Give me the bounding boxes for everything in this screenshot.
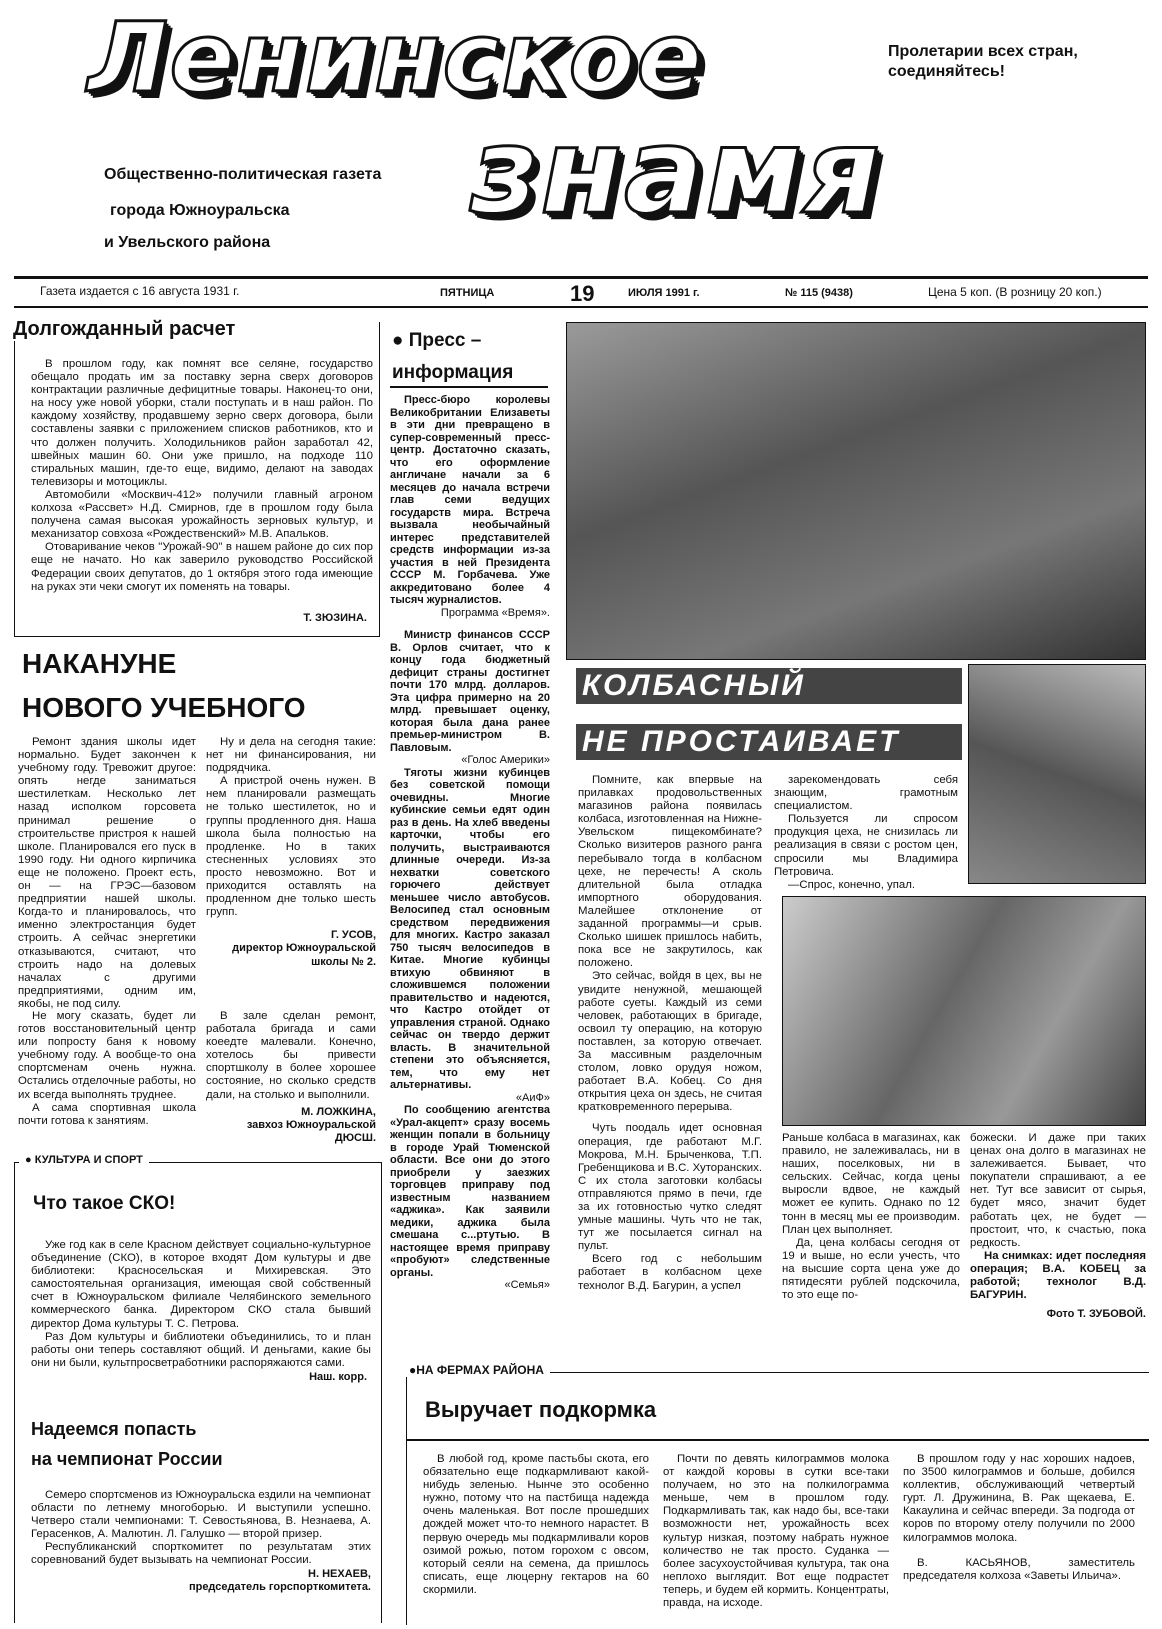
photo-credit: Фото Т. ЗУБОВОЙ. bbox=[1046, 1308, 1146, 1321]
paragraph: В зале сделан ремонт, работала бригада и сами коеедте малевали. Конечно, хотелось бы привести спортшколу в более хорошее состояние, но сколько средств дали, на столько и выполнили. bbox=[206, 1010, 376, 1101]
press-column bbox=[390, 394, 550, 1292]
press-source: «Семья» bbox=[504, 1279, 550, 1291]
paragraph: Помните, как впервые на прилавках продовольственных магазинов района появилась колбаса, изготовленная на Нижне-Увельском пищекомбинате? Сколько визитеров разного ранга перебывало тогда в колбасном цехе, не перечесть! А сколь длительной была отладка импортного оборудования. Малейшее отклонение от заданной программы—и срыв. Сколько шишек пришлось набить, пока все не закрутилось, как положено. bbox=[578, 774, 762, 970]
paragraph: А сама спортивная школа почти готова к занятиям. bbox=[18, 1101, 196, 1127]
press-title-text: Пресс – bbox=[408, 330, 482, 351]
paragraph: Раньше колбаса в магазинах, как правило, не залеживалась, ни в наших, поселковых, ни в сельских. Сейчас, когда цены выросли вдвое, не каждый может ее купить. Однако по 12 тонн в месяц мы ее производим. План цех выполняет. bbox=[782, 1132, 960, 1236]
paragraph: Ремонт здания школы идет нормально. Будет закончен к учебному году. Тревожит другое: опять негде заниматься шестилеткам. Несколько лет назад исполком горсовета принимал решение о строительстве пристроя к нашей школе. Планировался его пуск в 1990 году. Ни одного кирпичика еще не положено. Проект есть, он — на ГРЭС—базовом предприятии нашей школы. Когда-то и планировалось, что именно электростанция будет строить. А сейчас энергетики отказываются, считают, что строить надо на долевых началах с другими предприятиями, одним им, якобы, не под силу. bbox=[18, 736, 196, 1010]
kolbasa-col4 bbox=[970, 1132, 1146, 1321]
bullet-icon: ● bbox=[25, 1154, 32, 1166]
sport-center-author: М. ЛОЖКИНА, bbox=[301, 1105, 376, 1118]
farms-col2 bbox=[663, 1453, 889, 1610]
masthead-subtitle-2: города Южноуральска bbox=[110, 202, 290, 219]
founded-note: Газета издается с 16 августа 1931 г. bbox=[40, 284, 240, 298]
culture-title: Что такое СКО! bbox=[33, 1193, 176, 1214]
paragraph: Республиканский спорткомитет по результатам этих соревнований будет вызывать на чемпионат России. bbox=[31, 1541, 371, 1567]
masthead-title-line1: Ленинское bbox=[88, 2, 704, 114]
month-year: ИЮЛЯ 1991 г. bbox=[628, 287, 700, 299]
paragraph: зарекомендовать себя знающим, грамотным специалистом. bbox=[774, 774, 958, 813]
photo-kobets bbox=[968, 664, 1146, 884]
sport-author-title: председатель горспорткомитета. bbox=[188, 1580, 371, 1593]
press-title-line1 bbox=[392, 330, 481, 352]
paragraph: божески. И даже при таких ценах она долго в магазинах не залеживается. Бывает, что покупатели спрашивают, а ее нет. Тут все зависит от сырья, будет мясо, значит будет работать цех, не будет —простоит, что, к счастью, пока редкость. bbox=[970, 1132, 1146, 1249]
photo-caption: На снимках: идет последняя операция; В.А. КОБЕЦ за работой; технолог В.Д. БАГУРИН. bbox=[970, 1249, 1146, 1302]
press-item: Министр финансов СССР В. Орлов считает, что к концу года бюджетный дефицит страны достигнет почти 170 млрд. долларов. Эта цифра примерно на 20 млрд. превышает оценку, которая была дана ранее премьер-министром В. Павловым. bbox=[390, 629, 550, 754]
masthead-subtitle-1: Общественно-политическая газета bbox=[104, 166, 382, 183]
sport-title-line1: Надеемся попасть bbox=[31, 1419, 197, 1439]
sport-center-col2 bbox=[206, 1010, 376, 1145]
paragraph: Да, цена колбасы сегодня от 19 и выше, но если учесть, что на высшие сорта цена уже до пятидесяти рублей подскочила, то это еще по- bbox=[782, 1236, 960, 1302]
infobar-top-rule bbox=[14, 276, 1148, 279]
section-farms-label bbox=[403, 1364, 550, 1377]
article-raschet-body bbox=[31, 358, 373, 594]
press-source: «Голос Америки» bbox=[461, 754, 550, 766]
section-culture bbox=[14, 1154, 382, 1623]
farms-title-rule bbox=[407, 1439, 1149, 1441]
section-culture-label bbox=[19, 1154, 149, 1167]
section-farms bbox=[406, 1363, 1149, 1625]
paragraph: Отоваривание чеков "Урожай-90" в нашем районе до сих пор еще не начато. Но как заверило руководство Российской Федерации своих депутатов, до 1 октября этого года имеющие на руках эти чеки смогут их поменять на товары. bbox=[31, 541, 373, 593]
kolbasa-headline-1: КОЛБАСНЫЙ bbox=[576, 668, 962, 704]
bullet-icon: ● bbox=[409, 1363, 417, 1377]
kolbasa-col3 bbox=[782, 1132, 960, 1302]
paragraph: Пользуется ли спросом продукция цеха, не снизилась ли реализация в связи с ростом цен, спросили мы Владимира Петровича. bbox=[774, 813, 958, 878]
weekday: ПЯТНИЦА bbox=[440, 287, 495, 299]
sport-center-author-title: завхоз Южноуральской ДЮСШ. bbox=[246, 1118, 376, 1144]
masthead-motto: Пролетарии всех стран, соединяйтесь! bbox=[888, 43, 1078, 80]
sport-body bbox=[31, 1489, 371, 1594]
press-title-rule bbox=[390, 386, 548, 388]
paragraph: —Спрос, конечно, упал. bbox=[788, 878, 916, 891]
kolbasa-headline-2: НЕ ПРОСТАИВАЕТ bbox=[576, 724, 962, 760]
culture-body bbox=[31, 1239, 371, 1370]
school-author-title: директор Южноуральской школы № 2. bbox=[232, 942, 376, 968]
farms-title: Выручает подкормка bbox=[425, 1397, 657, 1422]
press-item: По сообщению агентства «Урал-акцепт» сразу восемь женщин попали в больницу в городе Урай Тюменской области. Все они до этого приобрели у заезжих торговцев приправу под известным названием «аджика». Как заявили медики, аджика была смешана с...ртутью. В настоящее время приправу «пробуют» следственные органы. bbox=[390, 1104, 550, 1279]
day-number: 19 bbox=[570, 281, 595, 306]
press-title-line2: информация bbox=[392, 362, 514, 383]
bullet-icon: ● bbox=[392, 330, 404, 351]
issue-number: № 115 (9438) bbox=[785, 287, 853, 299]
infobar-bottom-rule bbox=[14, 306, 1148, 308]
article-raschet bbox=[13, 318, 380, 637]
paragraph: Почти по девять килограммов молока от каждой коровы в сутки все-таки получаем, но это на полкилограмма меньше, чем в прошлом году. Подкармливать так, как надо бы, все-таки возможности нет, урожайность всех культур низкая, поэтому набрать нужное количество не так просто. Суданка — более засухоустойчивая культура, так она неплохо выглядит. Вот еще подрастет теперь, и будем ей кормить. Концентраты, правда, на исходе. bbox=[663, 1453, 889, 1610]
school-col1 bbox=[18, 736, 196, 1011]
paragraph: В прошлом году у нас хороших надоев, по 3500 килограммов и больше, добился коллектив, обслуживающий четвертый гурт. Л. Дружинина, В. Рак щекаева, Е. Какаулина и сейчас впереди. За подгода от коров по второму отелу получили по 2000 килограммов молока. bbox=[903, 1453, 1135, 1544]
culture-author: Наш. корр. bbox=[309, 1371, 367, 1383]
paragraph: Не могу сказать, будет ли готов восстановительный центр или попросту баня к новому учебному году. А вообще-то она спортсменам очень нужна. Остались отделочные работы, но их всегда выполнять труднее. bbox=[18, 1010, 196, 1101]
masthead-title-line2: знамя bbox=[470, 102, 882, 240]
press-item: Пресс-бюро королевы Великобритании Елизаветы в эти дни превращено в супер-современный пресс-центр. Достаточно сказать, что его оформление англичане начали за 6 месяцев до начала встречи глав семи ведущих государств мира. Встреча вызвала необычайный интерес представителей средств информации из-за участия в ней Президента СССР М. Горбачева. Уже аккредитовано более 4 тысяч журналистов. bbox=[390, 394, 550, 606]
paragraph: Чуть поодаль идет основная операция, где работают М.Г. Мокрова, М.Н. Брыченкова, Т.П. Гребенщикова и В.С. Хуторанских. С их стола заготовки колбасы отправляются прямо в печи, где за их готовностью чутко следят умные машины. Чуть что не так, тут же посылается сигнал на пульт. bbox=[578, 1122, 762, 1253]
paragraph: Семеро спортсменов из Южноуральска ездили на чемпионат области по летнему многоборью. И выступили успешно. Четверо стали чемпионами: Т. Севостьянова, В. Незнаева, А. Герасенков, А. Малютин. Л. Галушко — второй призер. bbox=[31, 1489, 371, 1541]
section-label-text: КУЛЬТУРА И СПОРТ bbox=[34, 1154, 143, 1166]
sport-center-col1 bbox=[18, 1010, 196, 1128]
press-source: «АиФ» bbox=[515, 1091, 550, 1104]
price: Цена 5 коп. (В розницу 20 коп.) bbox=[928, 285, 1102, 299]
paragraph: Это сейчас, войдя в цех, вы не увидите ненужной, мешающей работе суеты. Каждый из семи человек, работающих в бригаде, освоил ту операцию, на которую поставлен, за которую отвечает. За массивным разделочным столом, ловко орудуя ножом, работает В.А. Кобец. Со дня открытия цеха он здесь, не считая кратковременного перерыва. bbox=[578, 970, 762, 1114]
author: Т. ЗЮЗИНА. bbox=[303, 612, 367, 624]
kolbasa-col2 bbox=[774, 774, 958, 892]
paragraph: Ну и дела на сегодня такие: нет ни финансирования, ни подрядчика. bbox=[206, 736, 376, 775]
sport-author: Н. НЕХАЕВ, bbox=[308, 1567, 371, 1580]
paragraph: В любой год, кроме пастьбы скота, его обязательно еще подкармливают какой-нибудь зеленью. Нынче это особенно нужно, потому что на пастбища надежда очень маленькая. Вот после прошедших дождей может что-то немного нарастет. В первую очередь мы подкармливали коров озимой рожью, потом горохом с овсом, который сеяли на семена, да пришлось списать, еще люцерну гектаров на 60 скормили. bbox=[423, 1453, 649, 1596]
section-label-text: НА ФЕРМАХ РАЙОНА bbox=[416, 1363, 544, 1377]
paragraph: В прошлом году, как помнят все селяне, государство обещало продать им за поставку зерна сверх договоров контрактации различные дефицитные товары. Наконец-то они, на носу уже новой уборки, стали поступать и в наш район. По каждому хозяйству, продавшему зерно сверх договора, были составлены заявки с приложением списков работников, кто и что должен получить. Холодильников район заработал 42, швейных машин 60. Они уже пришло, на подходе 110 стиральных машин, где-то еще, видимо, делают на заводах телевизоры и мотоциклы. bbox=[31, 358, 373, 488]
farms-author: В. КАСЬЯНОВ, заместитель председателя колхоза «Заветы Ильича». bbox=[903, 1556, 1135, 1582]
school-title-line1: НАКАНУНЕ bbox=[22, 648, 177, 679]
sport-title-line2: на чемпионат России bbox=[31, 1449, 223, 1469]
paragraph: Раз Дом культуры и библиотеки объединились, то и план работы они теперь составляют общий. И деньгами, какие бы они ни были, культпросветработники распоряжаются сами. bbox=[31, 1330, 371, 1369]
photo-bagurin bbox=[782, 896, 1146, 1126]
school-author: Г. УСОВ, bbox=[330, 929, 376, 942]
school-title-line2: НОВОГО УЧЕБНОГО bbox=[22, 692, 306, 723]
paragraph: Всего год с небольшим работает в колбасном цехе технолог В.Д. Багурин, а успел bbox=[578, 1253, 762, 1292]
paragraph: Автомобили «Москвич-412» получили главный агроном колхоза «Рассвет» Н.Д. Смирнов, где в прошлом году была получена самая высокая урожайность зерновых культур, и механизатор совхоза «Рождественский» М.В. Апальков. bbox=[31, 488, 373, 541]
farms-col1 bbox=[423, 1453, 649, 1597]
article-raschet-title: Долгожданный расчет bbox=[13, 318, 243, 341]
paragraph: Уже год как в селе Красном действует социально-культурное объединение (СКО), в которое входят Дом культуры и две библиотеки: Красносельская и Михиревская. Это самостоятельная организация, имеющая свой собственный счет в Южноуральском филиале Челябинского земельного коммерческого банка. Директором СКО стала бывший директор Дома культуры Т. С. Петрова. bbox=[31, 1239, 371, 1330]
masthead-subtitle-3: и Увельского района bbox=[104, 234, 271, 251]
school-col2 bbox=[206, 736, 376, 969]
press-source: Программа «Время». bbox=[440, 606, 550, 619]
photo-sausage-workers bbox=[566, 322, 1146, 660]
kolbasa-col1 bbox=[578, 774, 762, 1293]
farms-col3 bbox=[903, 1453, 1135, 1583]
paragraph: А пристрой очень нужен. В нем планировали размещать не только шестилеток, но и группы продленного дня. Наша школа была полностью на продленке. Но в таких стесненных условиях это просто невозможно. Вот и приходится оставлять на продленном дне только шесть групп. bbox=[206, 775, 376, 919]
press-item: Тяготы жизни кубинцев без советской помощи очевидны. Многие кубинские семьи едят один раз в день. На хлеб введены карточки, чтобы его получить, выстраиваются длинные очереди. Из-за нехватки советского горючего действует меньшее число автобусов. Велосипед стал основным средством передвижения для многих. Кастро заказал 750 тысяч велосипедов в Китае. Многие кубинцы втихую обвиняют в сложившемся положении правительство и надеются, что Кастро отойдет от управления страной. Однако сейчас он твердо держит власть. В значительной степени это объясняется, тем, что ему нет альтернативы. bbox=[390, 766, 550, 1091]
